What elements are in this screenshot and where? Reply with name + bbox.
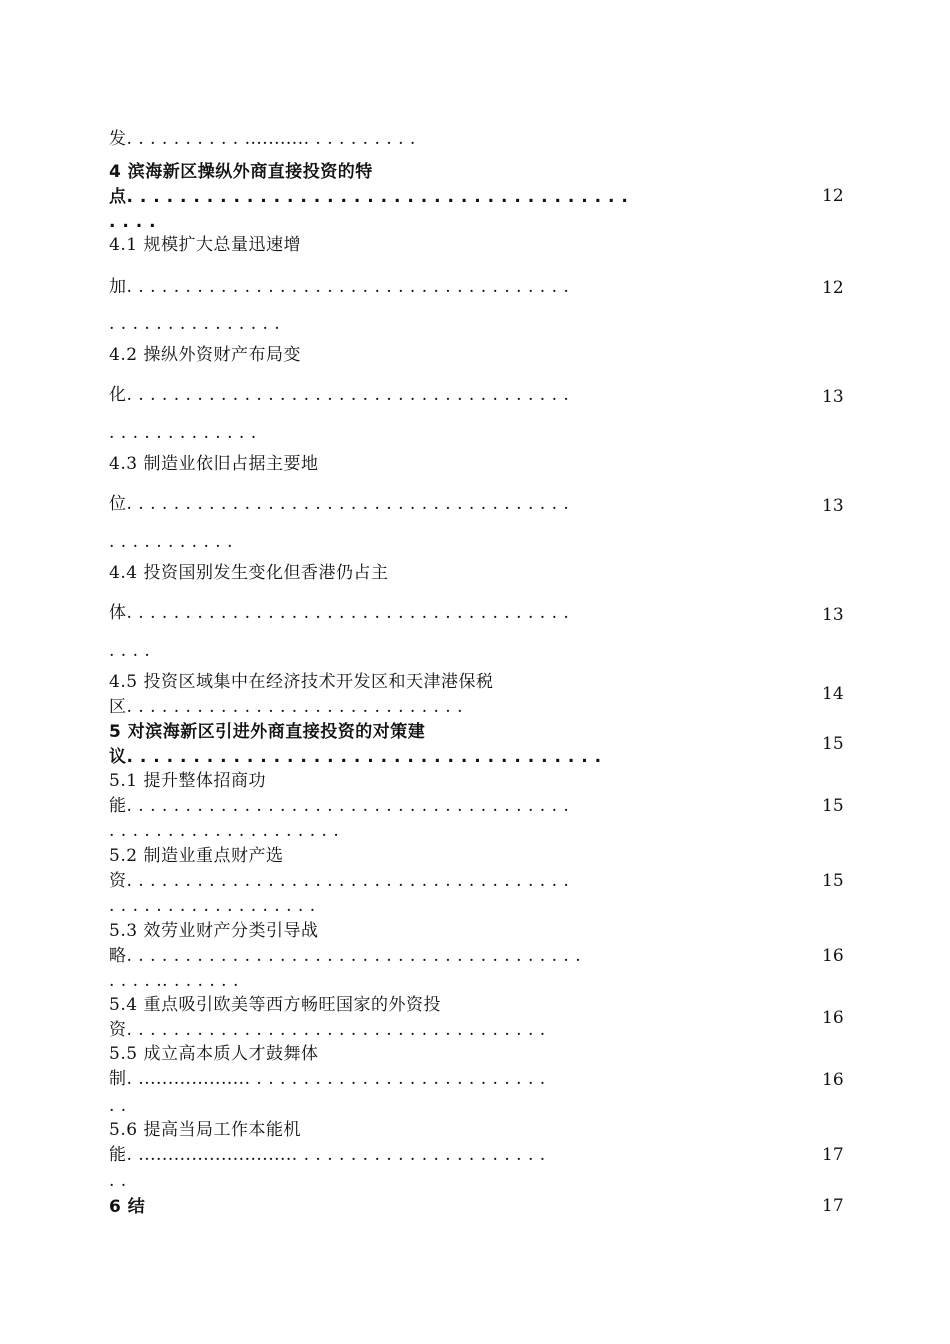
toc-line: . . . . .. . . . . . . — [109, 971, 239, 991]
toc-heading: 4.3 制造业依旧占据主要地 — [109, 454, 319, 474]
toc-line: . . . . . . . . . . . . . . . — [109, 314, 281, 334]
toc-heading: 5.3 效劳业财产分类引导战 — [109, 921, 319, 941]
toc-line: 化. . . . . . . . . . . . . . . . . . . . . . . . . . . . . . . . . . . . . . — [109, 385, 570, 405]
toc-line: 略. . . . . . . . . . . . . . . . . . . . . . . . . . . . . . . . . . . . . . . — [109, 946, 582, 966]
toc-line: 点. . . . . . . . . . . . . . . . . . . . . . . . . . . . . . . . . . . . . . — [109, 187, 629, 207]
toc-heading: 5.2 制造业重点财产选 — [109, 846, 284, 866]
toc-line: 能. . . . . . . . . . . . . . . . . . . . . . . . . . . . . . . . . . . . . . — [109, 796, 570, 816]
toc-heading: 4.1 规模扩大总量迅速增 — [109, 235, 301, 255]
toc-line: . . . . — [109, 212, 157, 232]
toc-heading: 5.6 提高当局工作本能机 — [109, 1120, 301, 1140]
toc-page-number: 12 — [822, 278, 844, 298]
toc-line: . . — [109, 1096, 127, 1116]
toc-heading: 5.1 提升整体招商功 — [109, 771, 266, 791]
toc-line: 位. . . . . . . . . . . . . . . . . . . . . . . . . . . . . . . . . . . . . . — [109, 494, 570, 514]
toc-heading: 5.4 重点吸引欧美等西方畅旺国家的外资投 — [109, 995, 441, 1015]
toc-heading: 4.4 投资国别发生变化但香港仍占主 — [109, 563, 389, 583]
toc-page-number: 15 — [822, 871, 844, 891]
toc-line: 资. . . . . . . . . . . . . . . . . . . . . . . . . . . . . . . . . . . . . . — [109, 871, 570, 891]
toc-heading: 4 滨海新区操纵外商直接投资的特 — [109, 162, 373, 182]
toc-page-number: 17 — [822, 1145, 844, 1165]
toc-page-number: 16 — [822, 1070, 844, 1090]
toc-line: . . . . — [109, 641, 151, 661]
toc-page-number: 14 — [822, 684, 844, 704]
toc-page-number: 17 — [822, 1196, 844, 1216]
toc-page-number: 15 — [822, 796, 844, 816]
toc-line: 制. ................... . . . . . . . . . . . . . . . . . . . . . . . . . — [109, 1069, 546, 1089]
toc-page-number: 13 — [822, 605, 844, 625]
toc-line: 体. . . . . . . . . . . . . . . . . . . . . . . . . . . . . . . . . . . . . . — [109, 603, 570, 623]
toc-heading: 4.5 投资区域集中在经济技术开发区和天津港保税 — [109, 672, 494, 692]
toc-page-number: 16 — [822, 946, 844, 966]
toc-line: 能. ........................... . . . . . . . . . . . . . . . . . . . . . — [109, 1145, 546, 1165]
toc-line: . . . . . . . . . . . . . . . . . . — [109, 896, 316, 916]
toc-page-number: 13 — [822, 496, 844, 516]
toc-line: 资. . . . . . . . . . . . . . . . . . . . . . . . . . . . . . . . . . . . — [109, 1020, 546, 1040]
toc-line: 发. . . . . . . . . . ........... . . . . . . . . . — [109, 129, 416, 149]
toc-line: 议. . . . . . . . . . . . . . . . . . . . . . . . . . . . . . . . . . . . — [109, 747, 602, 767]
toc-line: . . . . . . . . . . . . . . . . . . . . — [109, 821, 340, 841]
toc-heading: 5 对滨海新区引进外商直接投资的对策建 — [109, 722, 426, 742]
toc-page-number: 15 — [822, 734, 844, 754]
toc-line: 区. . . . . . . . . . . . . . . . . . . . . . . . . . . . . — [109, 697, 464, 717]
toc-page-number: 13 — [822, 387, 844, 407]
toc-heading: 6 结 — [109, 1197, 146, 1217]
toc-heading: 5.5 成立高本质人才鼓舞体 — [109, 1044, 319, 1064]
toc-heading: 4.2 操纵外资财产布局变 — [109, 345, 301, 365]
toc-line: . . . . . . . . . . . . . — [109, 423, 257, 443]
toc-line: . . . . . . . . . . . — [109, 532, 233, 552]
toc-page-number: 12 — [822, 186, 844, 206]
toc-page-number: 16 — [822, 1008, 844, 1028]
toc-line: 加. . . . . . . . . . . . . . . . . . . . . . . . . . . . . . . . . . . . . . — [109, 277, 570, 297]
toc-line: . . — [109, 1171, 127, 1191]
